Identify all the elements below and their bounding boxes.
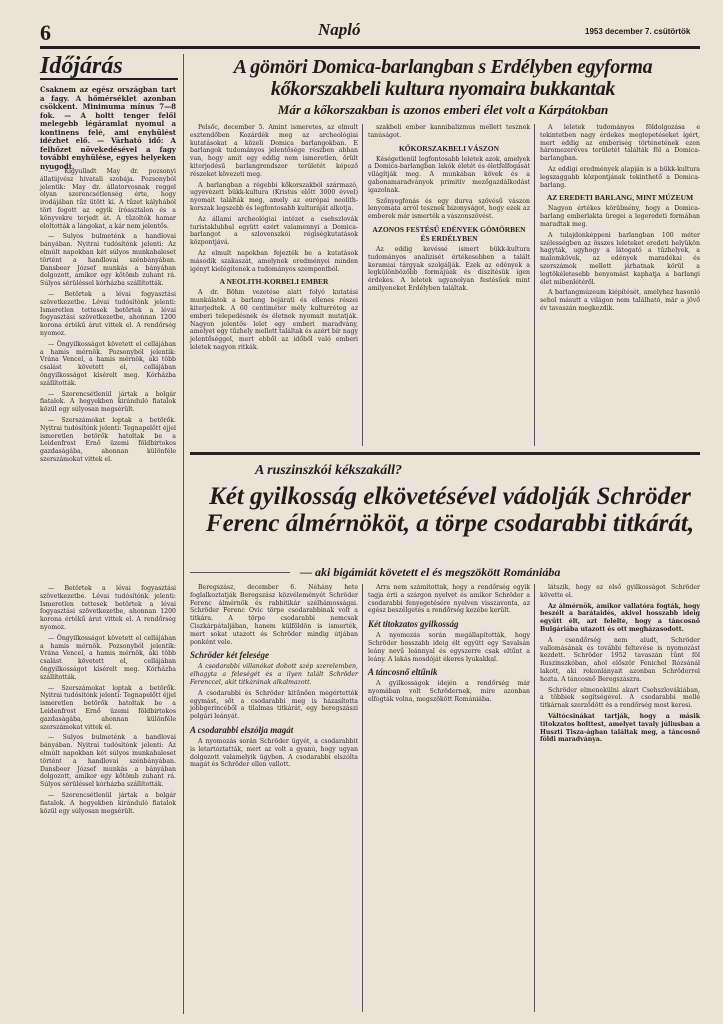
- paragraph: Késégetlenül legfontosabb leletek azok, amelyek a Domica-barlangban lakók életét és életfelfogását világítják meg. A munkában kövek és a gabonamaradványok primitív mezőgazdálkodást igazolnak.: [368, 155, 530, 194]
- section-heading: Két titokzatos gyilkosság: [368, 619, 459, 630]
- column-rule: [183, 54, 184, 1014]
- paragraph: Az állami archeológiai intézet a csehszlovák turistaklubbal együtt ezért valamennyi a Domica-barlangot a szlovenszkói régiségkutatások központjává.: [190, 215, 358, 247]
- schroder-kicker: A ruszinszkói kékszakáll?: [255, 463, 403, 478]
- paragraph: Arra nem számítottak, hogy a rendőrség egyik tagja érti a szárgon nyelvet és amikor Schröder a csodarabbi fenyegetésére nyelven visszavonta, az egész beszélgetés a rendőrség kezébe került.: [368, 584, 530, 615]
- paragraph: Az elmult napokban fejezték be a kutatások második szakaszát, amelynek eredményei minden igényt kielégítenek a tudományos szempontból.: [190, 249, 358, 273]
- news-brief: — Betörtek a lévai fogyasztási szövetkezetbe. Lévai tudósítónk jelenti: Ismeretlen tettesek betörtek a lévai fogyasztási szövetkezetbe, ahonnan 1200 korona értékű árut vittek el. A rendőrség nyomoz.: [40, 585, 176, 631]
- news-brief: — Öngyilkosságot követett el cellájában a hamis mérnök. Pozsonyból jelentik: Vrána Vencel, a hamis mérnök, aki több csalást követett el, cellájában öngyilkosságot kísérelt meg. Kórházba szállították.: [40, 340, 176, 387]
- section-heading: KŐKORSZAKBELI VÁSZON: [398, 143, 500, 153]
- subheadline-rule: [190, 572, 290, 573]
- domica-column-1: [190, 124, 358, 446]
- paragraph: A barlangmúzeum kiépítését, amelyhez hasonló sehol másutt a világon nem található, már a jövő év tavaszán megkezdik.: [540, 289, 700, 312]
- schroder-subheadline: — aki bigámiát követett el és megszökött Romániába: [300, 565, 561, 579]
- paragraph: Az eddigi eredmények alapján is a bükk-kultura legszaggabb központjának tekinthető a Domica-barlang.: [540, 165, 700, 189]
- news-brief: — Betörtek a lévai fogyasztási szövetkezetbe. Lévai tudósítónk jelenti: Ismeretlen tettesek betörtek a lévai fogyasztási szövetkezetbe, ahonnan 1200 korona értékű árut vittek el. A rendőrség nyomoz.: [40, 290, 176, 337]
- news-brief: — Sulyos bulmeténk a handlovai bányában. Nyitrai tudósítónk jelenti: Az elmúlt napokban két súlyos munkabaleset történt a handlovai szénbányában. Dansbeer József munkás a bányában dolgozott, amikor egy kőtömb zuhant rá. Súlyos sérüléssel kórházba szállították.: [40, 734, 176, 789]
- news-brief: — Szerencsétlenül jártak a bolgár fiatalok. A hegyekben kiránduló fiatalok közül egy súlyosan megsérült.: [40, 390, 176, 414]
- section-divider: [190, 452, 700, 455]
- paragraph: Beregszász, december 6. Néhány hete foglalkoztatják Beregszász közvéleményét Schröder Ferenc álmérnök és rabbitikár szélhámosságai. Schröder Ferenc Ovic törpe csodarabbinak volt a titkára. A törpe csodarabbi nemcsak Ciszkárpátaljában, hanem külföldön is ismerték, mert sokat utazott és Schröder mindig útjában ponként vele.: [190, 584, 358, 646]
- domica-subheadline: Már a kőkorszakban is azonos emberi élet volt a Kárpátokban: [277, 102, 609, 117]
- paragraph: A gyilkosságok idején a rendőrség már nyomában volt Schrödernek, mire azonban elfogták volna, megszökött Romániába.: [368, 680, 530, 703]
- paragraph: A leletek tudományos földolgozása e tekintetben nagy érdekes meglepetéseket ígért, mert eddig az emberiség történetének ezen háromezeréves területét találták föl a Domica-barlangban.: [540, 124, 700, 163]
- domica-column-2: [368, 124, 530, 446]
- paragraph: A tulajdonképpeni barlangban 100 méter szélességben az összes leleteket eredeti helyükön hagyták, ugyhogy a látogató a tűzhelyek, a malomkövek, az edények maradékai és szerszámok mellett járhatnak körül a legtökéletesebb benyomást kaphatja a barlangi élet mibenlétéről.: [540, 231, 700, 286]
- paragraph: Az eddig kevéssé ismert bükk-kultura tudományos analizisét értékesebben a talált keramiai tárgyak szolgálják. Ezek az edények a legkülönbözőbb formájúak és díszítésük igen érdekes. A leletek ugyanolyan festésűek mint amilyeneket Erdélyben találtak.: [368, 245, 530, 292]
- paragraph: Pelsőc, december 5. Amint ismeretes, az elmult esztendőben Kozárdék meg az archeológiai kutatásokat a közeli Domica barlangokban. E barlangok tudományos jelentősége részben abban van, hogy amit egy eddig nem ismeretlen, őrült kiterjedésű barlangrendszer területét képező részeket kövezeti meg.: [190, 124, 358, 178]
- schroder-column-3: [540, 584, 700, 1012]
- column-rule: [362, 584, 363, 1012]
- masthead: Napló: [318, 20, 361, 39]
- column-rule: [362, 124, 363, 446]
- paragraph: A nyomozás során megállapították, hogy Schröder hosszabb ideig élt együtt egy Savalsán leány nevű leánnyal és egyszerre csak eltűnt a leány. A lakás mosdóját ékeres lyukakkal.: [368, 632, 530, 663]
- news-brief: — Szerszámokat loptak a betörők. Nyitrai tudósítónk jelenti: Tegnapelőtt éjjel ismeretlen betörők hatoltak be a Leidenfrost Ernő üzemi földbirtokos gazdaságába, ahonnan különféle szerszámokat vittek el.: [40, 684, 176, 731]
- section-heading: AZONOS FESTÉSŰ EDÉNYEK GÖMÖRBEN ÉS ERDÉLYBEN: [372, 224, 526, 243]
- news-brief: — Szerencsétlenül jártak a bolgár fiatalok. A hegyekben kiránduló fiatalok közül egy súlyosan megsérült.: [40, 791, 176, 815]
- column-rule: [534, 584, 535, 1012]
- news-brief: — Kigyulladt May dr. pozsonyi állatújvész hivatali szobája. Pozsonyból jelentik: May dr. állatorvosnak reggel olyan szerencsétlenség érte, hogy irodájában tűz ütött ki. A tűzet kályhából tört fogott az egyik íróasztalon és a könyvekre terjedt át. A tűzoltók hamar eloltották a lángokat, a kár nem jelentős.: [40, 168, 176, 230]
- page-number: 6: [40, 20, 51, 45]
- news-briefs-column: [40, 168, 176, 578]
- section-heading: AZ EREDETI BARLANG, MINT MÚZEUM: [546, 193, 694, 203]
- issue-date: 1953 december 7. csütörtök: [585, 27, 691, 36]
- paragraph: A csodarabbi villanókat dobott szép szerelemben, elhagyta a feleségét és a ilyen talált Schröder Ferenccel, akit titkárának alkalmazott.: [190, 663, 358, 686]
- paragraph: Váltócsinákat tartják, hogy a másik titokzatos holttest, amelyet tavaly júliusban a Huszti Tisza-ágban találtak meg, a táncosnő földi maradványa.: [540, 712, 700, 744]
- news-brief: — Sulyos bulmeténk a handlovai bányában. Nyitrai tudósítónk jelenti: Az elmúlt napokban két súlyos munkabaleset történt a handlovai szénbányában. Dansbeer József munkás a bányában dolgozott, amikor egy kőtömb zuhant rá. Súlyos sérüléssel kórházba szállították.: [40, 233, 176, 288]
- paragraph: A csodarabbi és Schröder kitűnően megértették egymást, sőt a csodarabbi meg is házasította jobbgerincéből a tilalmas titkárát, egy beregszászi polgári leányát.: [190, 689, 358, 721]
- schroder-column-2: [368, 584, 530, 1012]
- paragraph: A dr. Böhm vezetése alatt folyó kutatási munkálatok a barlang bejárati és ellenes részei kiterjedtek. A 60 centiméter mély kulturréteg az emberi telepedésnek és életnek nyomait mutatják. Nagyon jelentős lelet egy emberi maradvány, amelyet egy tűzhely mellett találtak és azért bír nagy jelentőséggel, mert ebből az időből való emberi leletek nagyon ritkák.: [190, 289, 358, 351]
- paragraph: A nyomozás során Schröder ügyét, a csodarabbit is letartóztatták, mert az volt a gyanú, hogy ugyan dolgozott valamelyik ügyben. A csodarabbi elszólta magát és Schröder ellen vallott.: [190, 737, 358, 769]
- section-heading: A táncosnő eltűnik: [368, 667, 438, 678]
- domica-headline: A gömöri Domica-barlangban s Erdélyben egyforma kőkorszakbeli kultura nyomaira bukkantak: [233, 56, 653, 100]
- news-briefs-column-lower: [40, 585, 176, 1010]
- paragraph: látszik, hogy ez első gyilkosságot Schröder követte el.: [540, 584, 700, 599]
- column-rule: [534, 124, 535, 446]
- section-heading: A NEOLITH-KORBELI EMBER: [219, 277, 329, 287]
- paragraph: A barlangban a régebbi kőkorszakból származó, ugyevezett bükk-kultura (Kristus előtt 3000 évvel) nyomait találták meg, amely az európai neolith-korszak legszebb és legfontosabb kulturáját alkotja.: [190, 181, 358, 212]
- section-heading: A csodarabbi elszólja magát: [190, 724, 294, 735]
- paragraph: Szőnyegfonás és egy durva szövésű vászon lenyomata arról tesznek bizonyságot, hogy ezek az emberek már ismerték a vászonszövést.: [368, 197, 530, 221]
- schroder-column-1: [190, 584, 358, 1012]
- news-brief: — Öngyilkosságot követett el cellájában a hamis mérnök. Pozsonyból jelentik: Vrána Vencel, a hamis mérnök, aki több csalást követett el, cellájában öngyilkosságot kísérelt meg. Kórházba szállították.: [40, 634, 176, 681]
- paragraph: A csendőrség nem aludt, Schröder vallomásának és további feltevése is nyomozást kezdett. Schröder 1952 tavaszán tűnt föl Ruszinszkóban, ahol először Fenichel Rózsánál lakott, aki rokonlányait azonban Schröderrel hozta. A táncosnő Beregszászra.: [540, 636, 700, 683]
- paragraph: Nagyon értékes körülmény, hogy a Domica-barlang emberlakta üregei a legeredeti formában maradtak meg.: [540, 205, 700, 228]
- news-brief: — Szerszámokat loptak a betörők. Nyitrai tudósítónk jelenti: Tegnapelőtt éjjel ismeretlen betörők hatoltak be a Leidenfrost Ernő üzemi földbirtokos gazdaságába, ahonnan különféle szerszámokat vittek el.: [40, 416, 176, 463]
- schroder-headline: Két gyilkosság elkövetésével vádolják Schröder Ferenc álmérnököt, a törpe csodarabbi titkárát,: [205, 483, 695, 537]
- paragraph: Az álmérnök, amikor vallatóra fogták, hogy beszélt a barátaidés, akivel hosszabb ideig együtt élt, azt felelte, hogy a táncosnő Bulgáriába utazott és ott megházasodott.: [540, 602, 700, 633]
- domica-column-3: [540, 124, 700, 446]
- section-heading: Schröder két felesége: [190, 650, 269, 661]
- top-rule: [40, 46, 700, 49]
- weather-forecast: Csaknem az egész országban tart a fagy. A hőmérséklet azonban csökkent. Minimuma mínus 7—8 fok. — A holtt tenger felől melegebb légáramlat nyomul a kontinens felé, ami enyhülést idézhet elő. — Várható idő: A felhőzet növekedésével a fagy további enyhülése, egyes helyeken nyugodt.: [40, 85, 176, 171]
- paragraph: szakbeli ember kannibalizmus mellett tesznek tanúságot.: [368, 124, 530, 139]
- paragraph: Schröder elmenekülni akart Csehszlovákiában, a többiek segítségével. A csodarabbi mellé titkárnak szerződött és a rendőrség most keresi.: [540, 686, 700, 710]
- weather-title: Időjárás: [40, 54, 178, 80]
